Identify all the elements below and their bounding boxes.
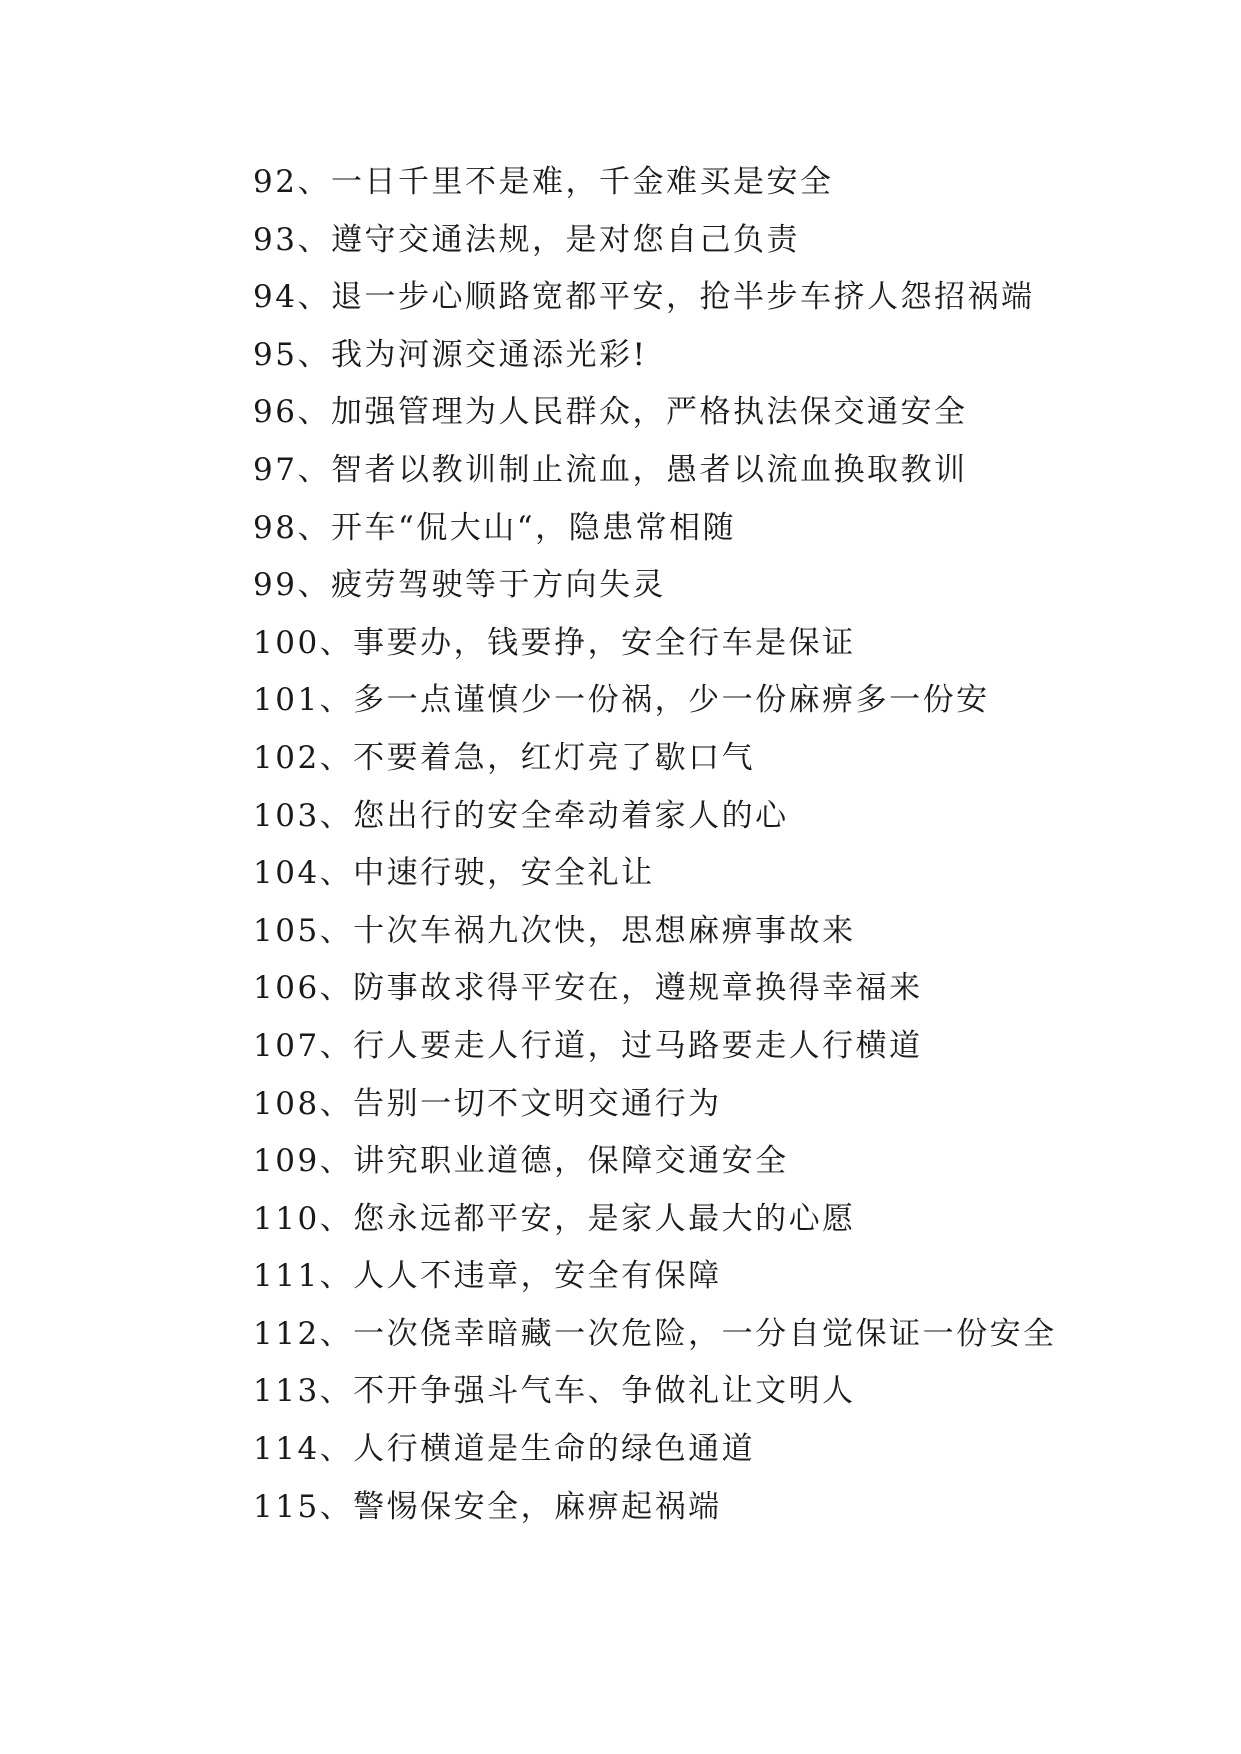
slogan-line: 98、开车“侃大山“，隐患常相随: [253, 509, 737, 546]
slogan-line: 101、多一点谨慎少一份祸，少一份麻痹多一份安: [253, 682, 990, 719]
slogan-line: 109、讲究职业道德，保障交通安全: [253, 1143, 789, 1180]
slogan-line: 113、不开争强斗气车、争做礼让文明人: [253, 1373, 856, 1410]
slogan-list: [253, 154, 1057, 1536]
slogan-line: 108、告别一切不文明交通行为: [253, 1085, 722, 1122]
slogan-line: 115、警惕保安全，麻痹起祸端: [253, 1488, 722, 1525]
slogan-line: 100、事要办，钱要挣，安全行车是保证: [253, 624, 856, 661]
slogan-line: 94、退一步心顺路宽都平安，抢半步车挤人怨招祸端: [253, 279, 1035, 316]
slogan-line: 97、智者以教训制止流血，愚者以流血换取教训: [253, 451, 968, 488]
slogan-line: 103、您出行的安全牵动着家人的心: [253, 797, 789, 834]
slogan-line: 95、我为河源交通添光彩!: [253, 336, 648, 373]
slogan-line: 102、不要着急，红灯亮了歇口气: [253, 739, 756, 776]
slogan-line: 99、疲劳驾驶等于方向失灵: [253, 567, 666, 604]
slogan-line: 93、遵守交通法规，是对您自己负责: [253, 221, 800, 258]
slogan-line: 110、您永远都平安，是家人最大的心愿: [253, 1200, 856, 1237]
slogan-line: 96、加强管理为人民群众，严格执法保交通安全: [253, 394, 968, 431]
slogan-line: 114、人行横道是生命的绿色通道: [253, 1431, 756, 1468]
slogan-line: 112、一次侥幸暗藏一次危险，一分自觉保证一份安全: [253, 1315, 1057, 1352]
slogan-line: 107、行人要走人行道，过马路要走人行横道: [253, 1027, 923, 1064]
slogan-line: 106、防事故求得平安在，遵规章换得幸福来: [253, 970, 923, 1007]
slogan-line: 111、人人不违章，安全有保障: [253, 1258, 722, 1295]
slogan-line: 104、中速行驶，安全礼让: [253, 855, 655, 892]
slogan-line: 92、一日千里不是难，千金难买是安全: [253, 164, 834, 200]
slogan-line: 105、十次车祸九次快，思想麻痹事故来: [253, 912, 856, 949]
